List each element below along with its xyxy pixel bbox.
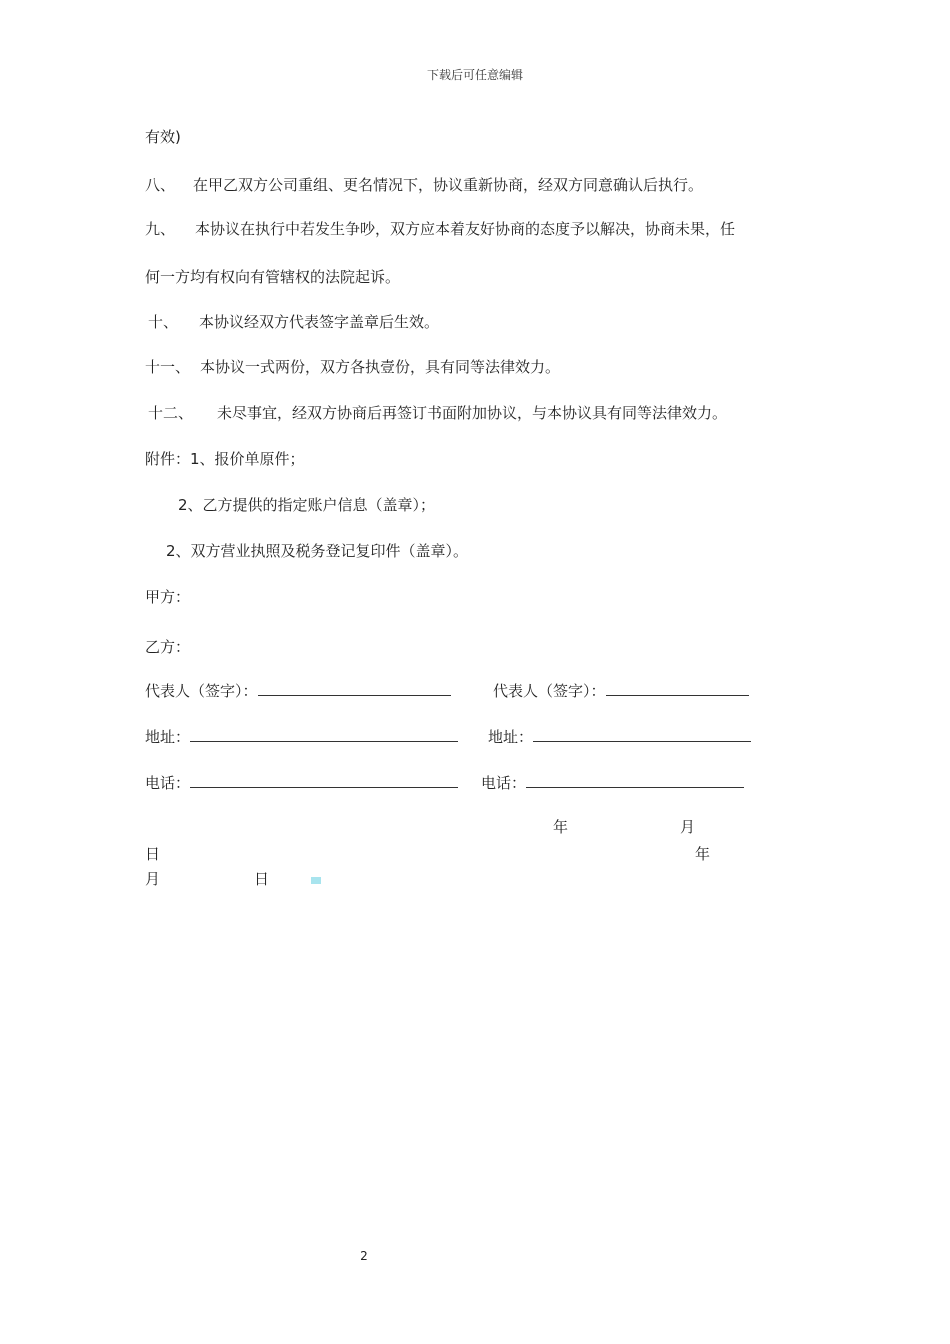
clause-10-number: 十、 <box>148 313 179 331</box>
clause-11-text: 本协议一式两份，双方各执壹份，具有同等法律效力。 <box>200 358 561 376</box>
attachment-item-account: 2、乙方提供的指定账户信息（盖章）； <box>178 496 436 514</box>
clause-12-number: 十二、 <box>148 404 194 422</box>
date-year-b: 年 <box>695 845 711 863</box>
clause-12 <box>148 404 727 422</box>
date-day-b: 日 <box>254 870 270 888</box>
party-b-address-row <box>488 727 751 746</box>
party-a-rep-signature-field[interactable] <box>258 681 451 696</box>
party-a-phone-label: 电话： <box>145 774 191 792</box>
party-a-phone-row <box>145 773 458 792</box>
clause-8-number: 八、 <box>145 176 176 194</box>
clause-10-text: 本协议经双方代表签字盖章后生效。 <box>199 313 440 331</box>
clause-9-text: 本协议在执行中若发生争吵，双方应本着友好协商的态度予以解决，协商未果，任 <box>195 220 736 238</box>
clause-9-continuation: 何一方均有权向有管辖权的法院起诉。 <box>145 268 401 286</box>
attachments-lead: 附件：1、报价单原件； <box>145 450 305 468</box>
party-b-label: 乙方： <box>145 638 191 656</box>
party-a-phone-field[interactable] <box>190 773 458 788</box>
party-b-address-field[interactable] <box>533 727 751 742</box>
clause-10 <box>148 313 439 331</box>
attachment-item-license: 2、双方营业执照及税务登记复印件（盖章）。 <box>166 542 469 560</box>
party-a-rep-row <box>145 681 451 700</box>
party-b-phone-row <box>481 773 744 792</box>
clause-continuation: 有效) <box>145 128 181 146</box>
party-b-address-label: 地址： <box>488 728 534 746</box>
party-a-rep-label: 代表人（签字）： <box>145 682 258 700</box>
date-month-b: 月 <box>145 870 161 888</box>
party-a-label: 甲方： <box>145 588 191 606</box>
clause-11 <box>145 358 560 376</box>
date-year-a: 年 <box>553 818 569 836</box>
party-a-address-label: 地址： <box>145 728 191 746</box>
party-b-rep-row <box>493 681 749 700</box>
party-a-address-field[interactable] <box>190 727 458 742</box>
party-b-rep-signature-field[interactable] <box>606 681 749 696</box>
party-b-phone-field[interactable] <box>526 773 744 788</box>
page-header: 下载后可任意编辑 <box>426 68 523 82</box>
clause-9 <box>145 220 735 238</box>
date-month-a: 月 <box>680 818 696 836</box>
page-number: 2 <box>360 1249 368 1263</box>
clause-8-text: 在甲乙双方公司重组、更名情况下，协议重新协商，经双方同意确认后执行。 <box>193 176 704 194</box>
clause-8 <box>145 176 703 194</box>
party-b-phone-label: 电话： <box>481 774 527 792</box>
clause-11-number: 十一、 <box>145 358 191 376</box>
clause-12-text: 未尽事宜，经双方协商后再签订书面附加协议，与本协议具有同等法律效力。 <box>217 404 728 422</box>
highlight-marker <box>311 877 321 884</box>
party-a-address-row <box>145 727 458 746</box>
date-day-a: 日 <box>145 845 161 863</box>
party-b-rep-label: 代表人（签字）： <box>493 682 606 700</box>
clause-9-number: 九、 <box>145 220 176 238</box>
